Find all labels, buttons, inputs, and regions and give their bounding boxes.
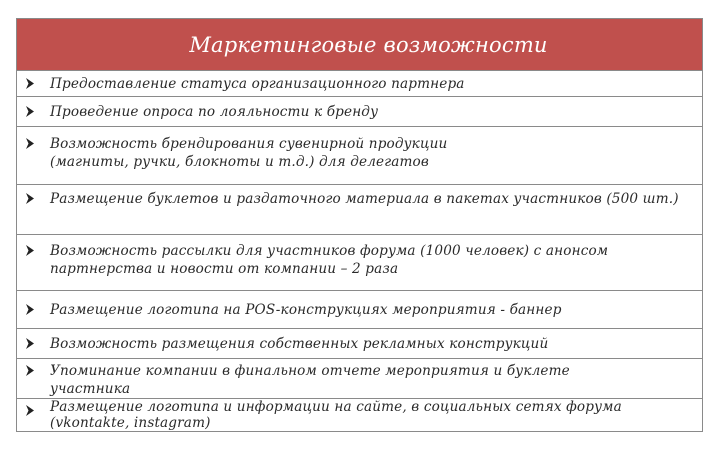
list-item-text: Размещение буклетов и раздаточного материала в пакетах участников (500 шт.)	[50, 191, 679, 207]
list-item-text: Возможность рассылки для участников форума (1000 человек) с анонсом партнерства и новости от компании – 2 раза	[50, 243, 609, 277]
list-item	[17, 399, 702, 433]
arrowhead-bullet-icon	[25, 77, 35, 91]
list-item	[17, 235, 702, 291]
arrowhead-bullet-icon	[25, 364, 35, 378]
list-item	[17, 127, 702, 185]
list-item	[17, 97, 702, 127]
list-item	[17, 329, 702, 359]
table-header	[17, 19, 702, 71]
list-item-text: Возможность брендирования сувенирной продукции (магниты, ручки, блокноты и т.д.) для делегатов	[50, 136, 448, 170]
list-item-text: Размещение логотипа на POS-конструкциях мероприятия - баннер	[50, 302, 562, 318]
list-item-text: Упоминание компании в финальном отчете мероприятия и буклете участника	[50, 363, 570, 397]
list-item	[17, 359, 702, 399]
arrowhead-bullet-icon	[25, 192, 35, 206]
list-item-text: Предоставление статуса организационного партнера	[50, 76, 465, 92]
arrowhead-bullet-icon	[25, 404, 35, 418]
list-item-text: Размещение логотипа и информации на сайте, в социальных сетях форума (vkontakte, instagram)	[50, 399, 622, 431]
arrowhead-bullet-icon	[25, 105, 35, 119]
table-title: Маркетинговые возможности	[189, 32, 548, 57]
list-item	[17, 291, 702, 329]
arrowhead-bullet-icon	[25, 337, 35, 351]
arrowhead-bullet-icon	[25, 303, 35, 317]
list-item	[17, 71, 702, 97]
list-item-text: Возможность размещения собственных рекламных конструкций	[50, 336, 549, 352]
list-item-text: Проведение опроса по лояльности к бренду	[50, 104, 379, 120]
arrowhead-bullet-icon	[25, 244, 35, 258]
arrowhead-bullet-icon	[25, 137, 35, 151]
marketing-opportunities-table	[16, 18, 703, 432]
list-item	[17, 185, 702, 235]
